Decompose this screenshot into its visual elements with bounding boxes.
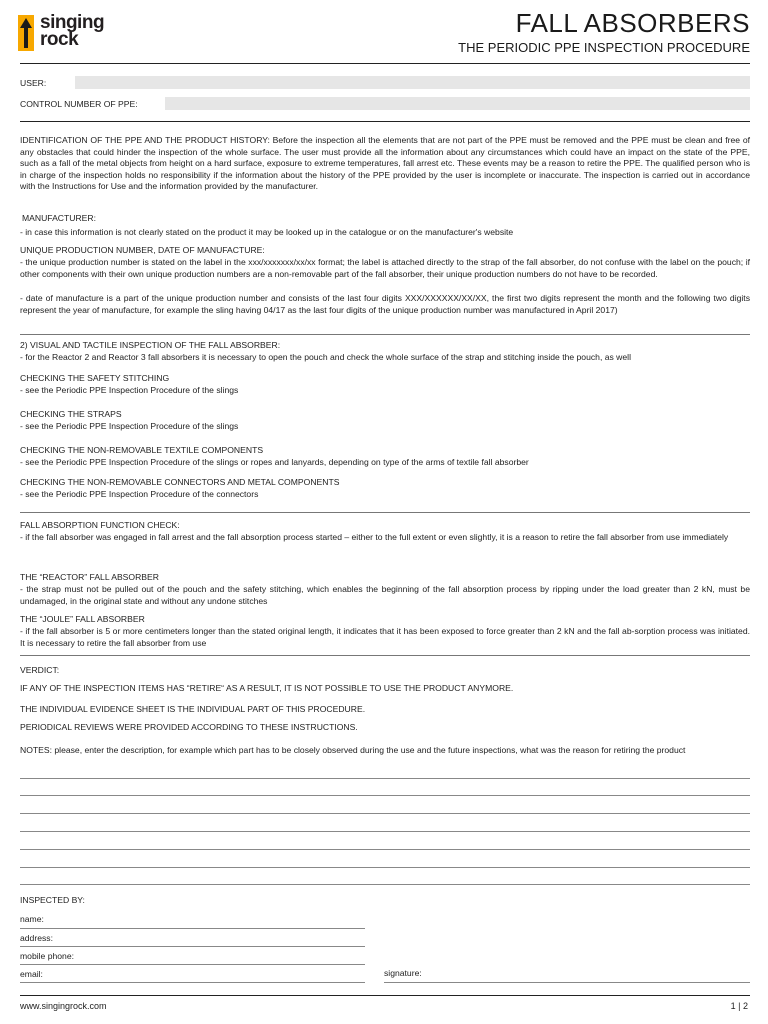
visual-inspection-text: - for the Reactor 2 and Reactor 3 fall absorbers it is necessary to open the pouch and check the whole surface of the strap and stitching inside the pouch, as well xyxy=(20,352,631,362)
unique-number-text-2: - date of manufacture is a part of the unique production number and consists of the last four digits XXX/XXXXXX/XX/XX, the first two digits represent the month and the following two digits represent the year of manufacture, for example the sling having 04/17 as the last four digits of the unique production number was manufactured in April 2017) xyxy=(20,293,750,315)
notes-line[interactable] xyxy=(20,867,750,868)
signature-line[interactable] xyxy=(384,982,750,983)
connectors-text: - see the Periodic PPE Inspection Procedure of the connectors xyxy=(20,489,259,499)
notes-line[interactable] xyxy=(20,813,750,814)
textile-label: CHECKING THE NON-REMOVABLE TEXTILE COMPONENTS xyxy=(20,445,264,455)
footer-divider xyxy=(20,995,750,996)
stitching-label: CHECKING THE SAFETY STITCHING xyxy=(20,373,170,383)
page-title: FALL ABSORBERS xyxy=(515,8,750,38)
function-check-text: - if the fall absorber was engaged in fall arrest and the fall absorption process started – either to the full extent or even slightly, it is a reason to retire the fall absorber from use immediately xyxy=(20,532,729,542)
divider-4 xyxy=(20,655,750,656)
mobile-phone-label: mobile phone: xyxy=(20,951,74,961)
notes-line[interactable] xyxy=(20,831,750,832)
control-number-label: CONTROL NUMBER OF PPE: xyxy=(20,99,138,109)
unique-number-label: UNIQUE PRODUCTION NUMBER, DATE OF MANUFACTURE: xyxy=(20,245,265,255)
visual-inspection-label: 2) VISUAL AND TACTILE INSPECTION OF THE FALL ABSORBER: xyxy=(20,340,281,350)
straps-text: - see the Periodic PPE Inspection Procedure of the slings xyxy=(20,421,239,431)
straps-label: CHECKING THE STRAPS xyxy=(20,409,122,419)
email-line[interactable] xyxy=(20,982,365,983)
control-number-field[interactable] xyxy=(165,97,750,110)
manufacturer-label: MANUFACTURER: xyxy=(22,213,97,223)
manufacturer-text: - in case this information is not clearly stated on the product it may be looked up in the catalogue or on the manufacturer's website xyxy=(20,227,514,237)
name-line[interactable] xyxy=(20,928,365,929)
notes-line[interactable] xyxy=(20,849,750,850)
notes-line[interactable] xyxy=(20,778,750,779)
unique-number-text-1: - the unique production number is stated on the label in the xxx/xxxxxxx/xx/xx format; the label is attached directly to the strap of the fall absorber, do not confuse with the label on the pouch; if other components with their own unique production numbers are a non-removable part of the fall absorber, their unique production numbers do not have to be recorded. xyxy=(20,257,750,279)
periodical-text: PERIODICAL REVIEWS WERE PROVIDED ACCORDING TO THESE INSTRUCTIONS. xyxy=(20,722,358,732)
brand-logo xyxy=(18,12,128,51)
inspected-by-label: INSPECTED BY: xyxy=(20,895,85,905)
divider-2 xyxy=(20,334,750,335)
reactor-label: THE “REACTOR” FALL ABSORBER xyxy=(20,572,159,582)
stitching-text: - see the Periodic PPE Inspection Procedure of the slings xyxy=(20,385,239,395)
notes-line[interactable] xyxy=(20,795,750,796)
joule-text: - if the fall absorber is 5 or more centimeters longer than the stated original length, it indicates that it has been exposed to force greater than 2 kN and the fall ab-sorption process was initiated. It is necessary to retire the fall absorber from use xyxy=(20,626,750,648)
footer-url[interactable]: www.singingrock.com xyxy=(20,1001,107,1011)
page-subtitle: THE PERIODIC PPE INSPECTION PROCEDURE xyxy=(458,40,750,55)
verdict-label: VERDICT: xyxy=(20,665,60,675)
textile-text: - see the Periodic PPE Inspection Procedure of the slings or ropes and lanyards, depending on type of the arms of textile fall absorber xyxy=(20,457,529,467)
signature-label: signature: xyxy=(384,968,422,978)
notes-line[interactable] xyxy=(20,884,750,885)
arrow-icon xyxy=(18,15,34,51)
address-line[interactable] xyxy=(20,946,365,947)
email-label: email: xyxy=(20,969,43,979)
reactor-text: - the strap must not be pulled out of the pouch and the safety stitching, which enables the beginning of the fall absorption process by ripping under the load greater than 2 kN, must be undamaged, in the original state and without any undone stitches xyxy=(20,584,750,606)
identification-paragraph: IDENTIFICATION OF THE PPE AND THE PRODUCT HISTORY: Before the inspection all the elements that are not part of the PPE must be removed and the PPE must be clean and free of any obstacles that could hinder the inspection of the whole surface. The user must provide all the information about any circumstances which could have an impact on the state of the PPE, such as a fall of the metal objects from height on a hard surface, exposure to extreme temperatures, fall arrest etc. These events may be a reason to retire the PPE. The qualified person who is in charge of the inspection holds no responsibility if the information about the history of the PPE provided by the user is incomplete or inaccurate. The inspection is carried out in accordance with the Instructions for Use and the information provided by the manufacturer. xyxy=(20,135,750,192)
joule-label: THE “JOULE” FALL ABSORBER xyxy=(20,614,145,624)
connectors-label: CHECKING THE NON-REMOVABLE CONNECTORS AND METAL COMPONENTS xyxy=(20,477,340,487)
logo-text-singing: singing xyxy=(40,12,105,33)
user-field[interactable] xyxy=(75,76,750,89)
function-check-label: FALL ABSORPTION FUNCTION CHECK: xyxy=(20,520,180,530)
divider-3 xyxy=(20,512,750,513)
logo-text-rock: rock xyxy=(40,29,79,50)
user-label: USER: xyxy=(20,78,47,88)
verdict-text: IF ANY OF THE INSPECTION ITEMS HAS “RETIRE“ AS A RESULT, IT IS NOT POSSIBLE TO USE THE PRODUCT ANYMORE. xyxy=(20,683,514,693)
page-number: 1 | 2 xyxy=(730,1001,748,1011)
notes-text: NOTES: please, enter the description, for example which part has to be closely observed during the use and the future inspections, what was the reason for retiring the product xyxy=(20,745,686,755)
mobile-phone-line[interactable] xyxy=(20,964,365,965)
name-label: name: xyxy=(20,914,44,924)
evidence-text: THE INDIVIDUAL EVIDENCE SHEET IS THE INDIVIDUAL PART OF THIS PROCEDURE. xyxy=(20,704,366,714)
header-divider xyxy=(20,63,750,64)
divider-1 xyxy=(20,121,750,122)
address-label: address: xyxy=(20,933,53,943)
